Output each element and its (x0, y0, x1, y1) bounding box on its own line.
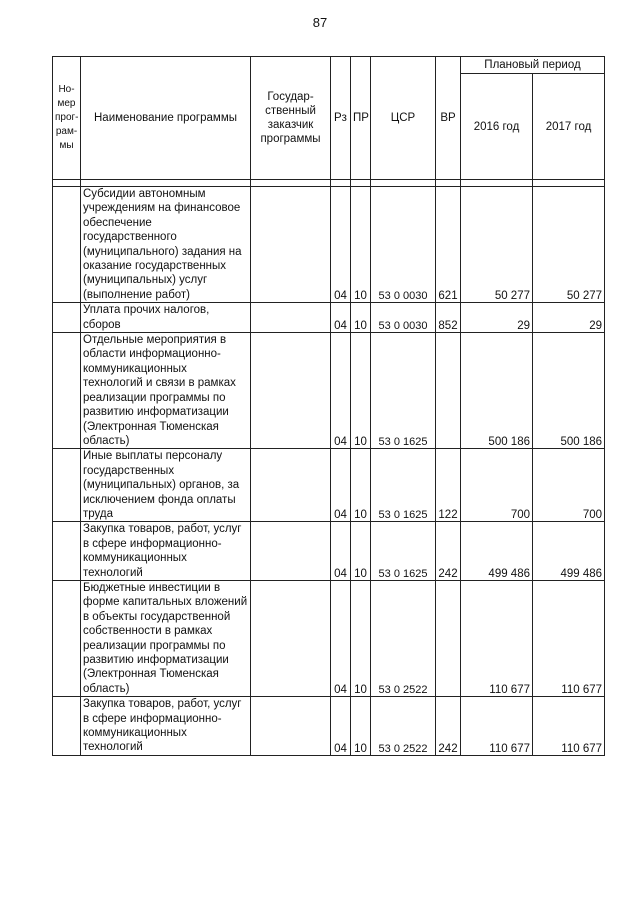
program-number-cell (53, 333, 81, 449)
header-pr: ПР (351, 57, 371, 180)
program-number-cell (53, 697, 81, 756)
rz-cell: 04 (331, 333, 351, 449)
program-name-cell: Закупка товаров, работ, услуг в сфере информационно-коммуникационных технологий (81, 697, 251, 756)
header-year-2016: 2016 год (461, 74, 533, 180)
amount-2017-cell: 29 (533, 303, 605, 333)
amount-2016-cell: 29 (461, 303, 533, 333)
csr-cell: 53 0 2522 (371, 697, 436, 756)
table-row (53, 580, 605, 696)
customer-cell (251, 303, 331, 333)
rz-cell: 04 (331, 187, 351, 303)
vr-cell: 621 (436, 187, 461, 303)
csr-cell: 53 0 1625 (371, 522, 436, 581)
page-number: 87 (312, 15, 328, 30)
amount-2017-cell: 50 277 (533, 187, 605, 303)
amount-2016-cell: 500 186 (461, 333, 533, 449)
pr-cell: 10 (351, 697, 371, 756)
table-body (53, 187, 605, 756)
amount-2016-cell: 499 486 (461, 522, 533, 581)
amount-2016-cell: 110 677 (461, 697, 533, 756)
rz-cell: 04 (331, 522, 351, 581)
header-plan-period: Плановый период (461, 57, 605, 74)
table-row (53, 333, 605, 449)
header-year-2017: 2017 год (533, 74, 605, 180)
pr-cell: 10 (351, 333, 371, 449)
amount-2017-cell: 500 186 (533, 333, 605, 449)
vr-cell: 122 (436, 449, 461, 522)
amount-2017-cell: 499 486 (533, 522, 605, 581)
customer-cell (251, 187, 331, 303)
customer-cell (251, 449, 331, 522)
vr-cell: 242 (436, 697, 461, 756)
table-row (53, 303, 605, 333)
separator-row (53, 180, 605, 187)
program-name-cell: Закупка товаров, работ, услуг в сфере информационно-коммуникационных технологий (81, 522, 251, 581)
header-program-number: Но-мер прог-рам-мы (53, 57, 81, 180)
amount-2016-cell: 700 (461, 449, 533, 522)
rz-cell: 04 (331, 580, 351, 696)
amount-2017-cell: 110 677 (533, 697, 605, 756)
customer-cell (251, 333, 331, 449)
csr-cell: 53 0 2522 (371, 580, 436, 696)
csr-cell: 53 0 0030 (371, 303, 436, 333)
amount-2017-cell: 110 677 (533, 580, 605, 696)
header-csr: ЦСР (371, 57, 436, 180)
program-number-cell (53, 449, 81, 522)
program-number-cell (53, 303, 81, 333)
program-number-cell (53, 580, 81, 696)
amount-2016-cell: 50 277 (461, 187, 533, 303)
program-number-cell (53, 187, 81, 303)
header-customer: Государ-ственный заказчик программы (251, 57, 331, 180)
pr-cell: 10 (351, 187, 371, 303)
pr-cell: 10 (351, 522, 371, 581)
customer-cell (251, 697, 331, 756)
csr-cell: 53 0 0030 (371, 187, 436, 303)
pr-cell: 10 (351, 449, 371, 522)
vr-cell (436, 333, 461, 449)
rz-cell: 04 (331, 303, 351, 333)
rz-cell: 04 (331, 449, 351, 522)
program-number-cell (53, 522, 81, 581)
table-row (53, 522, 605, 581)
program-name-cell: Бюджетные инвестиции в форме капитальных вложений в объекты государственной собственности в рамках реализации программы по развитию информатизации (Электронная Тюменская область) (81, 580, 251, 696)
program-name-cell: Уплата прочих налогов, сборов (81, 303, 251, 333)
program-name-cell: Иные выплаты персоналу государственных (муниципальных) органов, за исключением фонда оплаты труда (81, 449, 251, 522)
table-row (53, 187, 605, 303)
rz-cell: 04 (331, 697, 351, 756)
pr-cell: 10 (351, 303, 371, 333)
header-vr: ВР (436, 57, 461, 180)
header-program-name: Наименование программы (81, 57, 251, 180)
vr-cell: 242 (436, 522, 461, 581)
vr-cell: 852 (436, 303, 461, 333)
csr-cell: 53 0 1625 (371, 449, 436, 522)
pr-cell: 10 (351, 580, 371, 696)
program-name-cell: Отдельные мероприятия в области информационно-коммуникационных технологий и связи в рамках реализации программы по развитию информатизации (Электронная Тюменская область) (81, 333, 251, 449)
program-name-cell: Субсидии автономным учреждениям на финансовое обеспечение государственного (муниципального) задания на оказание государственных (муниципальных) услуг (выполнение работ) (81, 187, 251, 303)
amount-2016-cell: 110 677 (461, 580, 533, 696)
customer-cell (251, 522, 331, 581)
csr-cell: 53 0 1625 (371, 333, 436, 449)
vr-cell (436, 580, 461, 696)
table-row (53, 449, 605, 522)
customer-cell (251, 580, 331, 696)
header-rz: Рз (331, 57, 351, 180)
budget-table (52, 56, 605, 756)
amount-2017-cell: 700 (533, 449, 605, 522)
table-row (53, 697, 605, 756)
